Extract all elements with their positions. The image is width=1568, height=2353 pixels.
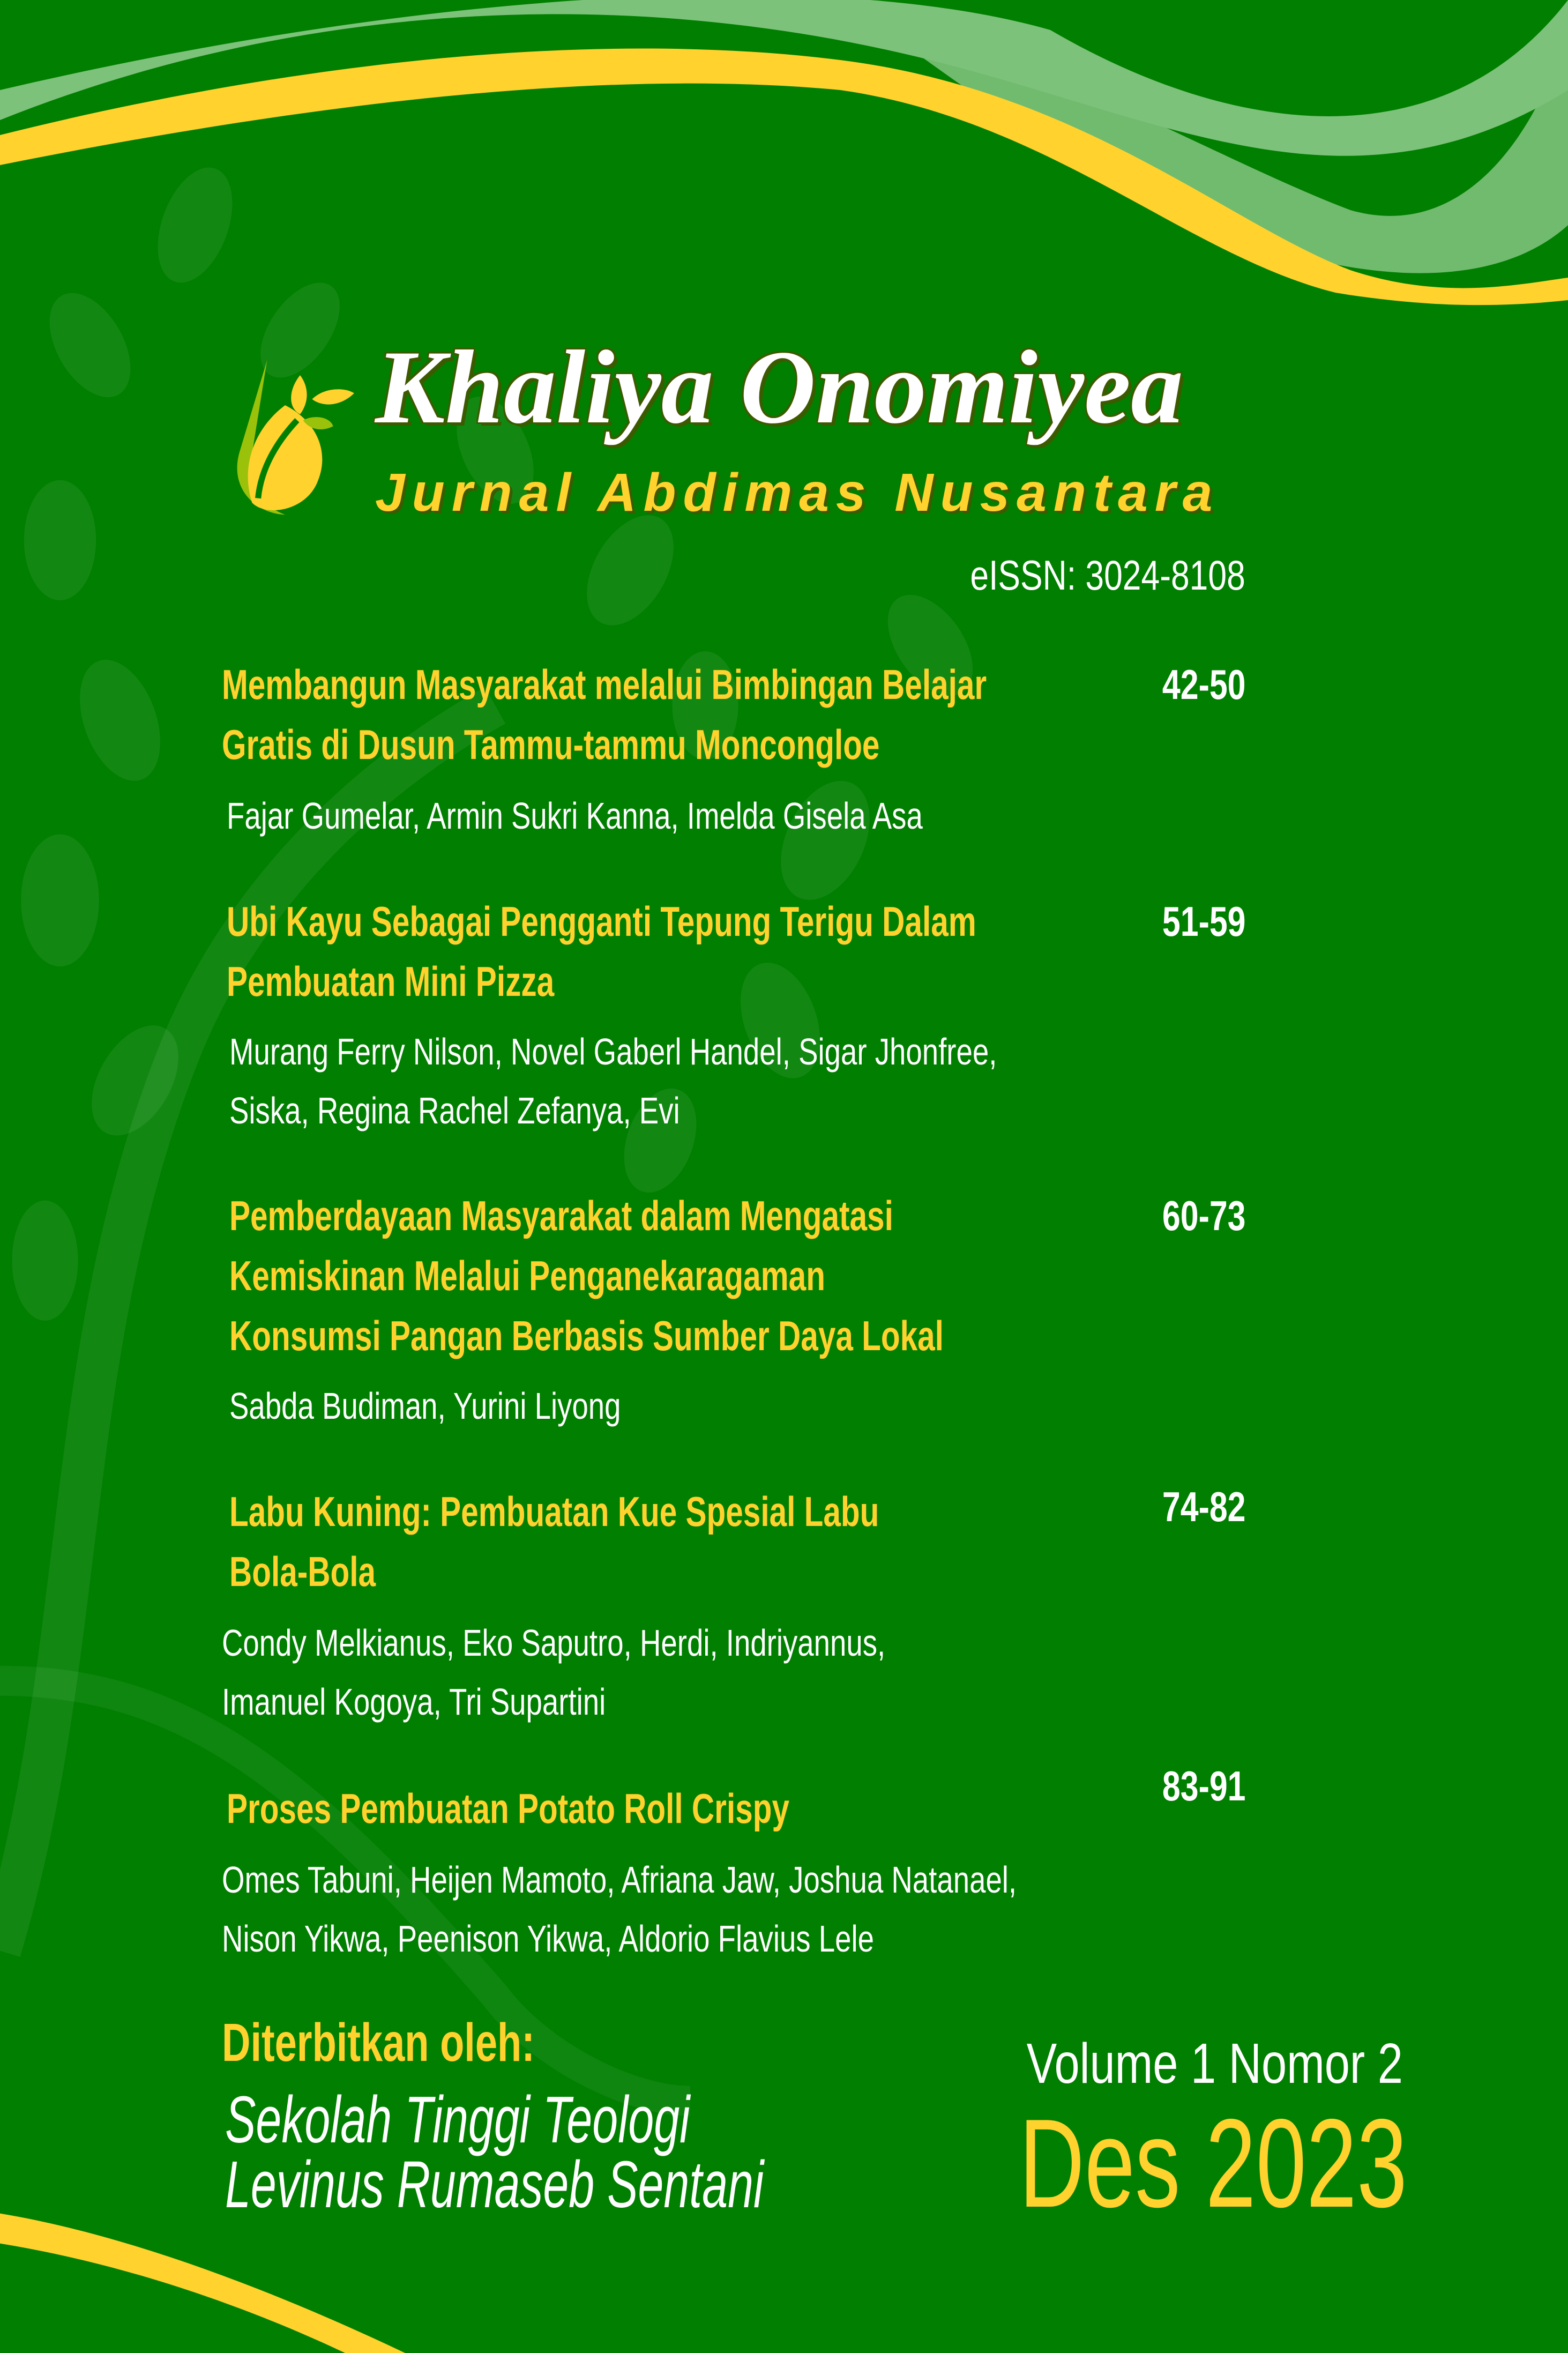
publisher-name-line: Sekolah Tinggi Teologi: [225, 2083, 690, 2157]
title-line: Pembuatan Mini Pizza: [227, 958, 555, 1005]
article-pages: 83-91: [1162, 1762, 1245, 1810]
article-pages: 74-82: [1162, 1483, 1245, 1530]
author-line: Siska, Regina Rachel Zefanya, Evi: [229, 1090, 680, 1131]
article-pages: 42-50: [1162, 661, 1245, 708]
article-title: [229, 1481, 879, 1602]
article-title: [227, 1778, 789, 1838]
journal-title: Khaliya Onomiyea: [375, 329, 1184, 445]
publisher-name: [225, 2083, 764, 2222]
author-line: Omes Tabuni, Heijen Mamoto, Afriana Jaw, Joshua Natanael,: [222, 1859, 1017, 1901]
author-line: Fajar Gumelar, Armin Sukri Kanna, Imelda Gisela Asa: [227, 795, 923, 837]
title-line: Konsumsi Pangan Berbasis Sumber Daya Lokal: [229, 1312, 944, 1359]
journal-logo-icon: [225, 360, 360, 518]
title-line: Kemiskinan Melalui Penganekaragaman: [229, 1252, 825, 1299]
author-line: Imanuel Kogoya, Tri Supartini: [222, 1681, 606, 1723]
eissn: eISSN: 3024-8108: [970, 552, 1245, 599]
issue-date: Des 2023: [1019, 2093, 1407, 2233]
title-line: Gratis di Dusun Tammu-tammu Moncongloe: [222, 721, 880, 768]
article-authors: [229, 1376, 621, 1435]
title-line: Bola-Bola: [229, 1548, 376, 1595]
journal-subtitle: Jurnal Abdimas Nusantara: [375, 463, 1220, 523]
publisher-label: Diterbitkan oleh:: [222, 2013, 535, 2073]
article-authors: [222, 1613, 885, 1731]
title-line: Ubi Kayu Sebagai Pengganti Tepung Terigu Dalam: [227, 898, 976, 945]
article-authors: [227, 786, 923, 845]
title-line: Pemberdayaan Masyarakat dalam Mengatasi: [229, 1192, 893, 1239]
author-line: Nison Yikwa, Peenison Yikwa, Aldorio Flavius Lele: [222, 1918, 875, 1960]
article-pages: 51-59: [1162, 898, 1245, 945]
article-title: [222, 654, 987, 775]
title-line: Proses Pembuatan Potato Roll Crispy: [227, 1785, 790, 1832]
article-title: [229, 1186, 944, 1366]
article-title: [227, 891, 976, 1011]
article-pages: 60-73: [1162, 1192, 1245, 1239]
publisher-name-line: Levinus Rumaseb Sentani: [225, 2148, 764, 2222]
title-line: Labu Kuning: Pembuatan Kue Spesial Labu: [229, 1488, 879, 1535]
author-line: Condy Melkianus, Eko Saputro, Herdi, Indriyannus,: [222, 1622, 886, 1664]
article-authors: [229, 1022, 997, 1140]
title-line: Membangun Masyarakat melalui Bimbingan Belajar: [222, 661, 987, 708]
author-line: Sabda Budiman, Yurini Liyong: [229, 1385, 621, 1427]
article-authors: [222, 1850, 1017, 1968]
author-line: Murang Ferry Nilson, Novel Gaberl Handel, Sigar Jhonfree,: [229, 1031, 997, 1073]
issue-volume: Volume 1 Nomor 2: [1026, 2032, 1403, 2095]
